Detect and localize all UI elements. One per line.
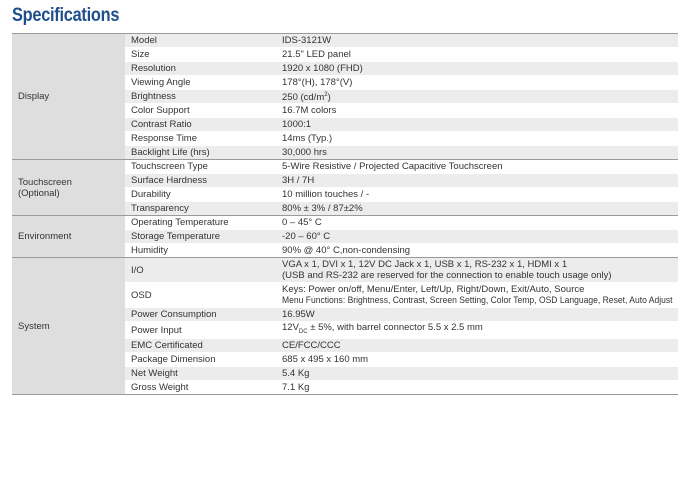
- category-touchscreen: Touchscreen (Optional): [12, 160, 125, 216]
- param-label: Net Weight: [125, 367, 276, 381]
- specifications-table: [12, 33, 678, 395]
- param-label: Transparency: [125, 202, 276, 216]
- category-display: Display: [12, 34, 125, 160]
- param-label: Brightness: [125, 90, 276, 104]
- param-label: Color Support: [125, 104, 276, 118]
- param-value: -20 – 60° C: [276, 230, 678, 244]
- param-label: Contrast Ratio: [125, 118, 276, 132]
- param-value: 5.4 Kg: [276, 367, 678, 381]
- param-label: Response Time: [125, 132, 276, 146]
- param-value: 90% @ 40° C,non-condensing: [276, 244, 678, 258]
- param-label: I/O: [125, 258, 276, 283]
- param-label: Power Consumption: [125, 308, 276, 322]
- param-label: Viewing Angle: [125, 76, 276, 90]
- param-value: 16.95W: [276, 308, 678, 322]
- param-label: Humidity: [125, 244, 276, 258]
- param-value: VGA x 1, DVI x 1, 12V DC Jack x 1, USB x 1, RS-232 x 1, HDMI x 1 (USB and RS-232 are reserved for the connection to enable touch usage only): [276, 258, 678, 283]
- param-label: Operating Temperature: [125, 216, 276, 230]
- param-value: 80% ± 3% / 87±2%: [276, 202, 678, 216]
- param-label: Backlight Life (hrs): [125, 146, 276, 160]
- param-label: Durability: [125, 188, 276, 202]
- param-value: 1000:1: [276, 118, 678, 132]
- param-value: Keys: Power on/off, Menu/Enter, Left/Up, Right/Down, Exit/Auto, Source Menu Functions: Brightness, Contrast, Screen Setting, Color Temp, OSD Language, Reset, Auto Adjust: [276, 283, 678, 308]
- param-label: Model: [125, 34, 276, 48]
- param-label: Gross Weight: [125, 381, 276, 395]
- param-label: EMC Certificated: [125, 339, 276, 353]
- param-label: Power Input: [125, 322, 276, 339]
- table-row: [12, 258, 678, 283]
- param-value: 3H / 7H: [276, 174, 678, 188]
- param-value: CE/FCC/CCC: [276, 339, 678, 353]
- param-value: 14ms (Typ.): [276, 132, 678, 146]
- param-value: $12V_{DC} \pm 5\%$, with barrel connector 5.5 x 2.5 mm: [276, 322, 678, 339]
- param-label: Resolution: [125, 62, 276, 76]
- param-value: 30,000 hrs: [276, 146, 678, 160]
- param-label: OSD: [125, 283, 276, 308]
- param-label: Storage Temperature: [125, 230, 276, 244]
- param-value: 5-Wire Resistive / Projected Capacitive Touchscreen: [276, 160, 678, 174]
- param-value: 21.5" LED panel: [276, 48, 678, 62]
- param-value: IDS-3121W: [276, 34, 678, 48]
- param-value: 7.1 Kg: [276, 381, 678, 395]
- param-label: Package Dimension: [125, 353, 276, 367]
- table-row: [12, 216, 678, 230]
- param-value: 685 x 495 x 160 mm: [276, 353, 678, 367]
- param-value: 250 $(cd/m^2)$: [276, 90, 678, 104]
- table-row: [12, 160, 678, 174]
- param-label: Size: [125, 48, 276, 62]
- param-value: 16.7M colors: [276, 104, 678, 118]
- param-value: 10 million touches / -: [276, 188, 678, 202]
- table-row: [12, 34, 678, 48]
- param-value: 178°(H), 178°(V): [276, 76, 678, 90]
- category-system: System: [12, 258, 125, 395]
- page-title: Specifications: [12, 5, 120, 26]
- param-label: Surface Hardness: [125, 174, 276, 188]
- param-value: 1920 x 1080 (FHD): [276, 62, 678, 76]
- param-value: 0 – 45° C: [276, 216, 678, 230]
- category-environment: Environment: [12, 216, 125, 258]
- param-label: Touchscreen Type: [125, 160, 276, 174]
